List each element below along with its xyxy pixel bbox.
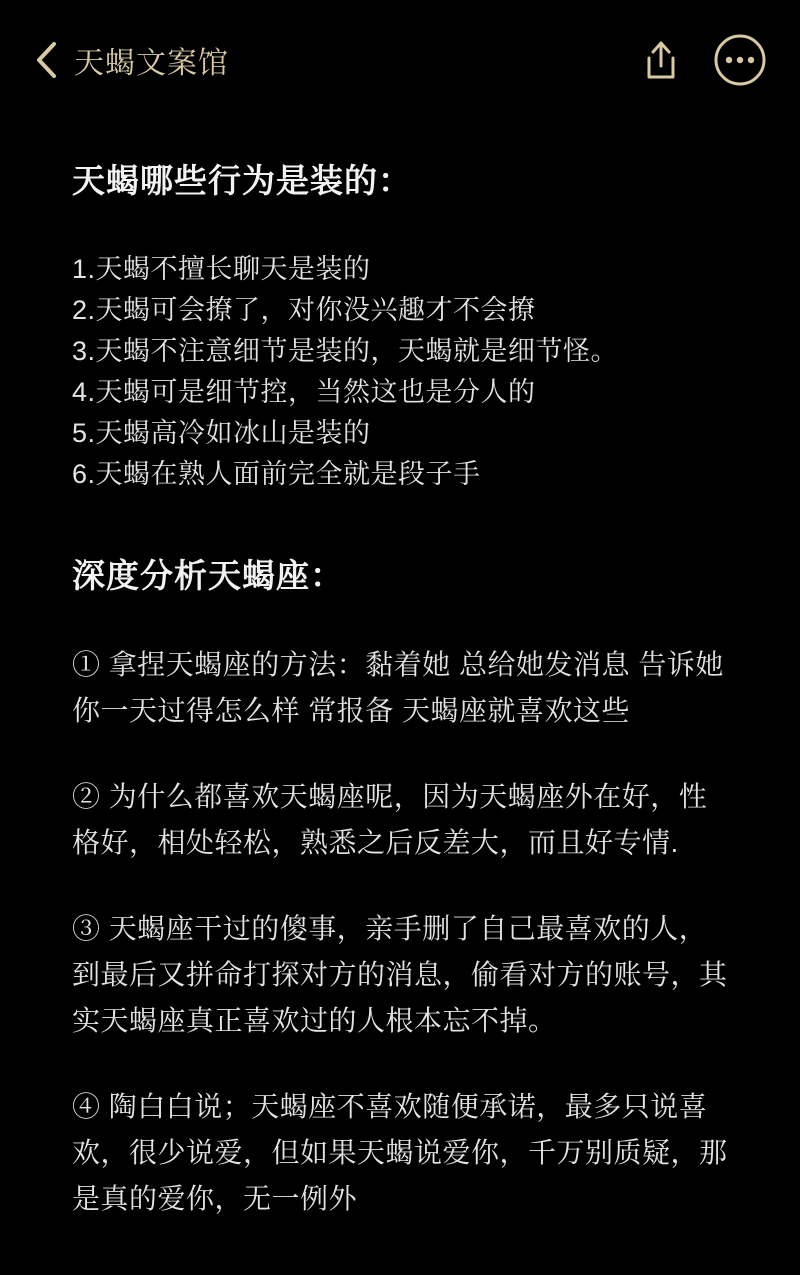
list-item: 2.天蝎可会撩了，对你没兴趣才不会撩 <box>72 294 536 325</box>
paragraph: ③ 天蝎座干过的傻事，亲手删了自己最喜欢的人，到最后又拼命打探对方的消息，偷看对方的账号，其实天蝎座真正喜欢过的人根本忘不掉。 <box>72 912 728 1036</box>
share-icon[interactable] <box>642 38 680 82</box>
paragraph: ① 拿捏天蝎座的方法：黏着她 总给她发消息 告诉她你一天过得怎么样 常报备 天蝎座就喜欢这些 <box>72 648 724 726</box>
list-item: 3.天蝎不注意细节是装的，天蝎就是细节怪。 <box>72 335 619 366</box>
paragraph: ④ 陶白白说；天蝎座不喜欢随便承诺，最多只说喜欢，很少说爱，但如果天蝎说爱你，千万别质疑，那是真的爱你，无一例外 <box>72 1090 728 1214</box>
nav-right-group <box>642 34 766 86</box>
paragraph: ② 为什么都喜欢天蝎座呢，因为天蝎座外在好，性格好，相处轻松，熟悉之后反差大，而且好专情. <box>72 780 708 858</box>
more-options-icon[interactable] <box>714 34 766 86</box>
list-item: 6.天蝎在熟人面前完全就是段子手 <box>72 458 481 489</box>
behavior-list <box>72 249 728 495</box>
section-heading-2: 深度分析天蝎座： <box>72 556 344 594</box>
list-item: 4.天蝎可是细节控，当然这也是分人的 <box>72 376 536 407</box>
top-navigation-bar <box>0 0 800 120</box>
chevron-left-icon[interactable] <box>34 40 60 80</box>
nav-left-group <box>34 38 642 82</box>
analysis-paragraphs <box>72 642 728 1222</box>
list-item: 1.天蝎不擅长聊天是装的 <box>72 253 371 284</box>
list-item: 5.天蝎高冷如冰山是装的 <box>72 417 371 448</box>
article-content <box>0 120 800 1222</box>
page-title: 天蝎文案馆 <box>74 47 229 80</box>
section-heading-1: 天蝎哪些行为是装的： <box>72 162 412 199</box>
